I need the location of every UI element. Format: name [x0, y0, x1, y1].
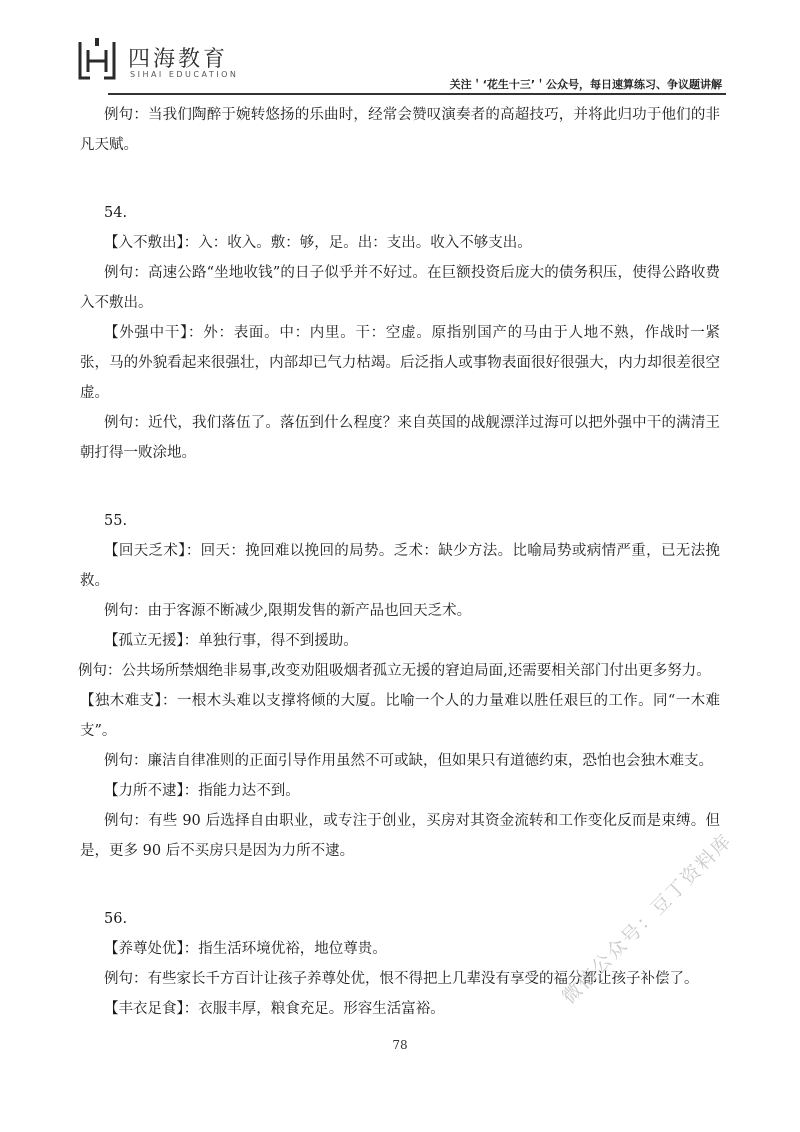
page-body	[80, 100, 720, 1024]
example-sentence: 例句：当我们陶醉于婉转悠扬的乐曲时，经常会赞叹演奏者的高超技巧，并将此归功于他们的非凡天赋。	[80, 107, 720, 153]
example-sentence: 例句：高速公路“坐地收钱”的日子似乎并不好过。在巨额投资后庞大的债务积压，使得公路收费入不敷出。	[80, 265, 720, 311]
section-gap	[80, 468, 720, 506]
page-header	[0, 0, 800, 96]
idiom-definition: 【回天乏术】：回天：挽回难以挽回的局势。乏术：缺少方法。比喻局势或病情严重，已无法挽救。	[80, 543, 720, 589]
section-number: 55.	[104, 513, 128, 529]
example-sentence: 例句：廉洁自律准则的正面引导作用虽然不可或缺，但如果只有道德约束，恐怕也会独木难支。	[104, 753, 713, 769]
brand-name: 四海教育	[128, 47, 229, 72]
idiom-definition: 【力所不逮】：指能力达不到。	[104, 783, 300, 799]
header-note: 关注＇‘花生十三’＇公众号，每日速算练习、争议题讲解	[449, 78, 722, 91]
section-number: 56.	[104, 911, 128, 927]
idiom-definition: 【丰衣足食】：衣服丰厚，粮食充足。形容生活富裕。	[104, 1001, 445, 1017]
header-divider	[108, 93, 726, 95]
section-number: 54.	[104, 205, 128, 221]
example-sentence: 例句：由于客源不断减少,限期发售的新产品也回天乏术。	[104, 603, 472, 619]
sihai-logo-icon	[76, 36, 118, 84]
section-gap	[80, 866, 720, 904]
idiom-definition: 【孤立无援】：单独行事，得不到援助。	[104, 633, 358, 649]
watermark-text: 微信公众号：豆丁资料库	[557, 829, 737, 1009]
idiom-definition: 【外强中干】：外：表面。中：内里。干：空虚。原指别国产的马由于人地不熟，作战时一紧张，马的外貌看起来很强壮，内部却已气力枯竭。后泛指人或事物表面很好很强大，内力却很差很空虚。	[80, 325, 720, 401]
example-sentence: 例句：公共场所禁烟绝非易事,改变劝阻吸烟者孤立无援的窘迫局面,还需要相关部门付出更多努力。	[78, 663, 711, 679]
idiom-definition: 【入不敷出】：入：收入。敷：够，足。出：支出。收入不够支出。	[104, 235, 532, 251]
section-gap	[80, 160, 720, 198]
page-number: 78	[392, 1038, 408, 1052]
example-sentence: 例句：有些家长千方百计让孩子养尊处优，恨不得把上几辈没有享受的福分都让孩子补偿了。	[104, 971, 699, 987]
brand-subtitle: SIHAI EDUCATION	[130, 70, 239, 79]
idiom-definition: 【独木难支】：一根木头难以支撑将倾的大厦。比喻一个人的力量难以胜任艰巨的工作。同“一木难支”。	[80, 693, 720, 739]
example-sentence: 例句：有些 90 后选择自由职业，或专注于创业，买房对其资金流转和工作变化反而是束缚。但是，更多 90 后不买房只是因为力所不逮。	[80, 813, 720, 859]
example-sentence: 例句：近代，我们落伍了。落伍到什么程度？来自英国的战舰漂洋过海可以把外强中干的满清王朝打得一败涂地。	[80, 415, 720, 461]
idiom-definition: 【养尊处优】：指生活环境优裕，地位尊贵。	[104, 941, 387, 957]
